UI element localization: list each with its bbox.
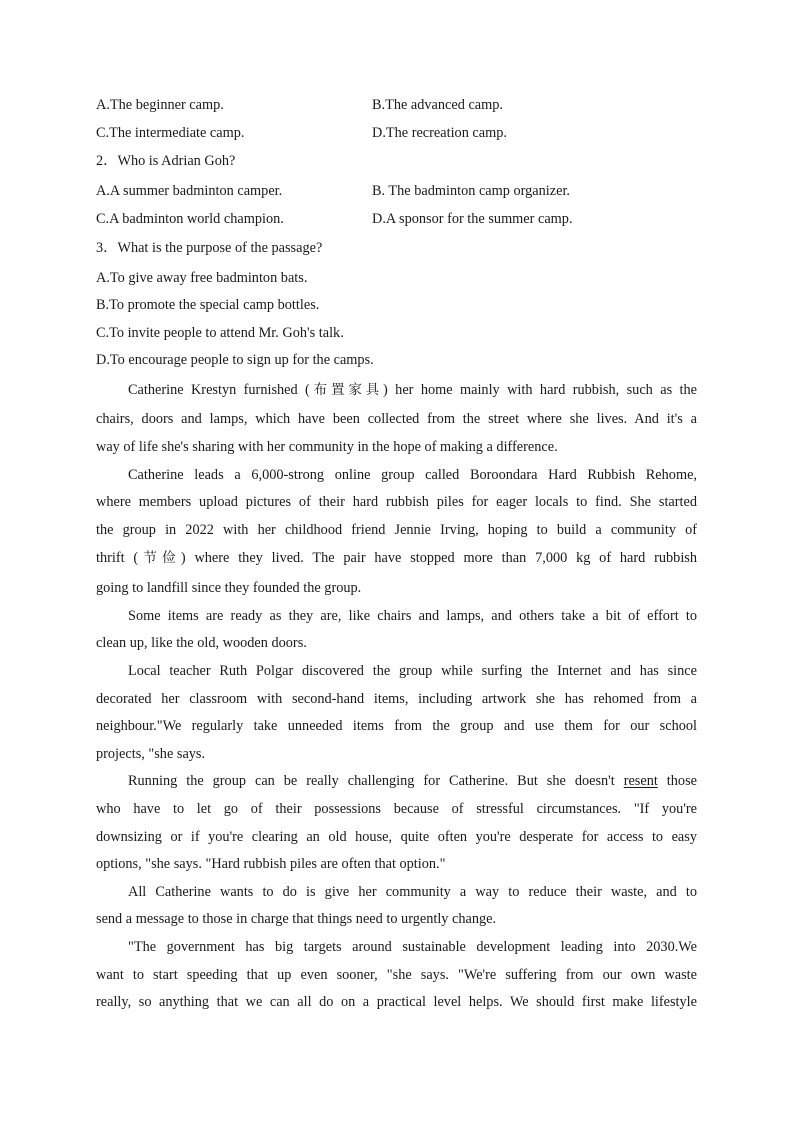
q3-option-a: A.To give away free badminton bats. bbox=[96, 270, 308, 286]
p2-line-5: going to landfill since they founded the group. bbox=[96, 580, 362, 596]
p5-text-a: Running the group can be really challenging for Catherine. But she doesn't bbox=[128, 773, 624, 789]
p1-line-2: chairs, doors and lamps, which have been collected from the street where she lives. And it's a bbox=[96, 411, 697, 427]
p7-line-1: "The government has big targets around sustainable development leading into 2030.We bbox=[128, 939, 697, 955]
p1-line-3: way of life she's sharing with her community in the hope of making a difference. bbox=[96, 439, 558, 455]
p5-line-1 bbox=[128, 771, 697, 791]
p2-line-1: Catherine leads a 6,000-strong online group called Boroondara Hard Rubbish Rehome, bbox=[128, 467, 697, 483]
q1-option-c: C.The intermediate camp. bbox=[96, 125, 245, 141]
p4-line-4: projects, "she says. bbox=[96, 746, 206, 762]
p7-line-3: really, so anything that we can all do on a practical level helps. We should first make lifestyle bbox=[96, 994, 697, 1010]
q1-option-d: D.The recreation camp. bbox=[372, 125, 507, 141]
q1-option-b: B.The advanced camp. bbox=[372, 97, 503, 113]
q1-option-a: A.The beginner camp. bbox=[96, 97, 224, 113]
p5-line-2: who have to let go of their possessions because of stressful circumstances. "If you're bbox=[96, 801, 697, 817]
p5-line-3: downsizing or if you're clearing an old house, quite often you're desperate for access to easy bbox=[96, 829, 697, 845]
p2-line-3: the group in 2022 with her childhood friend Jennie Irving, hoping to build a community of bbox=[96, 522, 697, 538]
p1-gloss: 布置家具 bbox=[309, 382, 383, 398]
p6-line-1: All Catherine wants to do is give her community a way to reduce their waste, and to bbox=[128, 884, 697, 900]
p5-text-b: those bbox=[657, 773, 697, 789]
p2-text-a: thrift ( bbox=[96, 550, 139, 566]
p4-line-1: Local teacher Ruth Polgar discovered the group while surfing the Internet and has since bbox=[128, 663, 697, 679]
q3-option-b: B.To promote the special camp bottles. bbox=[96, 297, 320, 313]
p2-line-2: where members upload pictures of their hard rubbish piles for eager locals to find. She started bbox=[96, 494, 697, 510]
underlined-word: resent bbox=[623, 773, 658, 789]
p4-line-3: neighbour."We regularly take unneeded items from the group and use them for our school bbox=[96, 718, 697, 734]
p2-line-4 bbox=[96, 548, 697, 568]
q2-stem: 2．Who is Adrian Goh? bbox=[96, 153, 236, 169]
p2-gloss: 节俭 bbox=[138, 550, 181, 566]
p6-line-2: send a message to those in charge that things need to urgently change. bbox=[96, 911, 497, 927]
p1-text-b: ) her home mainly with hard rubbish, such as the bbox=[383, 382, 698, 398]
p5-line-4: options, "she says. "Hard rubbish piles are often that option." bbox=[96, 856, 446, 872]
p2-text-b: ) where they lived. The pair have stopped more than 7,000 kg of hard rubbish bbox=[180, 550, 698, 566]
q2-option-b: B. The badminton camp organizer. bbox=[372, 183, 570, 199]
q3-option-c: C.To invite people to attend Mr. Goh's talk. bbox=[96, 325, 344, 341]
q3-option-d: D.To encourage people to sign up for the camps. bbox=[96, 352, 374, 368]
q2-option-c: C.A badminton world champion. bbox=[96, 211, 284, 227]
q3-stem: 3．What is the purpose of the passage? bbox=[96, 240, 323, 256]
q2-option-d: D.A sponsor for the summer camp. bbox=[372, 211, 573, 227]
p4-line-2: decorated her classroom with second-hand items, including artwork she has rehomed from a bbox=[96, 691, 697, 707]
p3-line-2: clean up, like the old, wooden doors. bbox=[96, 635, 307, 651]
p1-line-1 bbox=[128, 380, 697, 400]
p1-text-a: Catherine Krestyn furnished ( bbox=[128, 382, 310, 398]
p7-line-2: want to start speeding that up even sooner, "she says. "We're suffering from our own waste bbox=[96, 967, 697, 983]
q2-option-a: A.A summer badminton camper. bbox=[96, 183, 283, 199]
p3-line-1: Some items are ready as they are, like chairs and lamps, and others take a bit of effort to bbox=[128, 608, 697, 624]
